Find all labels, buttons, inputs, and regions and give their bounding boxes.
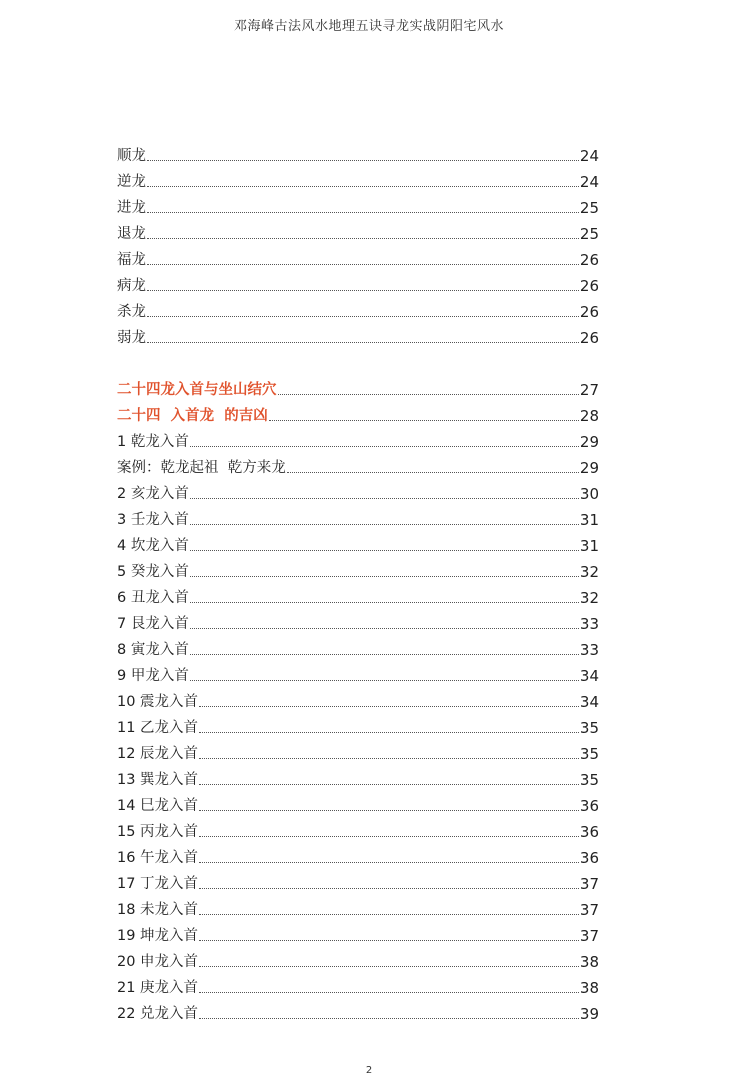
toc-entry-page: 38 (579, 953, 599, 971)
toc-entry-label: 案例：乾龙起祖 乾方来龙 (117, 460, 286, 476)
toc-entry-page: 26 (579, 303, 599, 321)
toc-entry[interactable] (117, 740, 599, 764)
toc-entry-page: 26 (579, 251, 599, 269)
toc-entry-label: 病龙 (117, 278, 146, 294)
toc-entry-page: 35 (579, 771, 599, 789)
toc-entry-label: 15 丙龙入首 (117, 824, 199, 840)
dot-leader (147, 238, 579, 239)
toc-entry-page: 29 (579, 433, 599, 451)
dot-leader (287, 472, 579, 473)
toc-entry-page: 26 (579, 329, 599, 347)
toc-entry-label: 5 癸龙入首 (117, 564, 189, 580)
dot-leader (190, 680, 579, 681)
toc-entry[interactable] (117, 974, 599, 998)
toc-entry[interactable] (117, 636, 599, 660)
toc-entry-label: 22 兑龙入首 (117, 1006, 199, 1022)
toc-heading-label: 二十四龙入首与坐山结穴 (117, 382, 277, 398)
toc-entry-label: 14 巳龙入首 (117, 798, 199, 814)
toc-entry-page: 27 (579, 381, 599, 399)
toc-entry-page: 39 (579, 1005, 599, 1023)
toc-entry-label: 10 震龙入首 (117, 694, 199, 710)
toc-entry[interactable] (117, 168, 599, 192)
dot-leader (199, 914, 579, 915)
toc-entry[interactable] (117, 480, 599, 504)
toc-entry-label: 20 申龙入首 (117, 954, 199, 970)
toc-entry[interactable] (117, 194, 599, 218)
toc-entry[interactable] (117, 662, 599, 686)
toc-entry-page: 34 (579, 693, 599, 711)
toc-entry-page: 33 (579, 615, 599, 633)
toc-entry-label: 8 寅龙入首 (117, 642, 189, 658)
toc-entry-label: 杀龙 (117, 304, 146, 320)
toc-entry[interactable] (117, 142, 599, 166)
toc-entry-label: 3 壬龙入首 (117, 512, 189, 528)
dot-leader (269, 420, 579, 421)
toc-entry[interactable] (117, 844, 599, 868)
toc-entry-page: 25 (579, 225, 599, 243)
toc-entry-page: 24 (579, 147, 599, 165)
toc-entry[interactable] (117, 896, 599, 920)
dot-leader (199, 784, 579, 785)
toc-entry-page: 36 (579, 797, 599, 815)
toc-entry[interactable] (117, 584, 599, 608)
toc-entry-page: 32 (579, 589, 599, 607)
toc-entry-label: 18 未龙入首 (117, 902, 199, 918)
toc-entry[interactable] (117, 246, 599, 270)
page-number: 2 (365, 1065, 373, 1076)
dot-leader (199, 888, 579, 889)
toc-entry-page: 37 (579, 927, 599, 945)
dot-leader (190, 550, 579, 551)
toc-entry[interactable] (117, 324, 599, 348)
dot-leader (278, 394, 579, 395)
toc-entry-page: 34 (579, 667, 599, 685)
toc-entry[interactable] (117, 272, 599, 296)
toc-entry-label: 6 丑龙入首 (117, 590, 189, 606)
toc-entry-page: 36 (579, 849, 599, 867)
toc-entry-label: 11 乙龙入首 (117, 720, 199, 736)
toc-entry-label: 2 亥龙入首 (117, 486, 189, 502)
toc-entry[interactable] (117, 558, 599, 582)
toc-entry[interactable] (117, 506, 599, 530)
toc-entry-page: 37 (579, 901, 599, 919)
toc-entry-page: 37 (579, 875, 599, 893)
dot-leader (147, 316, 579, 317)
toc-entry-page: 31 (579, 537, 599, 555)
toc-entry-label: 9 甲龙入首 (117, 668, 189, 684)
toc-entry[interactable] (117, 428, 599, 452)
toc-entry-label: 进龙 (117, 200, 146, 216)
dot-leader (190, 628, 579, 629)
toc-entry-page: 32 (579, 563, 599, 581)
dot-leader (199, 836, 579, 837)
dot-leader (199, 966, 579, 967)
toc-entry-page: 26 (579, 277, 599, 295)
toc-entry-label: 19 坤龙入首 (117, 928, 199, 944)
toc-entry-label: 12 辰龙入首 (117, 746, 199, 762)
toc-entry[interactable] (117, 298, 599, 322)
toc-entry[interactable] (117, 766, 599, 790)
toc-entry-page: 28 (579, 407, 599, 425)
dot-leader (190, 576, 579, 577)
toc-entry-label: 顺龙 (117, 148, 146, 164)
toc-entry[interactable] (117, 532, 599, 556)
dot-leader (199, 758, 579, 759)
dot-leader (190, 654, 579, 655)
toc-entry-page: 24 (579, 173, 599, 191)
toc-heading-label: 二十四 入首龙 的吉凶 (117, 408, 268, 424)
toc-entry[interactable] (117, 818, 599, 842)
document-header-title: 邓海峰古法风水地理五诀寻龙实战阴阳宅风水 (233, 19, 504, 34)
dot-leader (147, 212, 579, 213)
toc-entry-page: 30 (579, 485, 599, 503)
toc-entry-label: 4 坎龙入首 (117, 538, 189, 554)
toc-entry-page: 25 (579, 199, 599, 217)
dot-leader (199, 706, 579, 707)
toc-entry-label: 弱龙 (117, 330, 146, 346)
toc-entry-page: 35 (579, 745, 599, 763)
dot-leader (199, 732, 579, 733)
toc-entry[interactable] (117, 792, 599, 816)
toc-entry-label: 7 艮龙入首 (117, 616, 189, 632)
toc-entry-page: 33 (579, 641, 599, 659)
dot-leader (199, 810, 579, 811)
dot-leader (147, 160, 579, 161)
dot-leader (190, 446, 579, 447)
dot-leader (190, 524, 579, 525)
toc-section-heading[interactable] (117, 376, 599, 400)
toc-entry[interactable] (117, 610, 599, 634)
dot-leader (147, 290, 579, 291)
dot-leader (199, 1018, 579, 1019)
dot-leader (199, 940, 579, 941)
toc-entry[interactable] (117, 714, 599, 738)
toc-entry[interactable] (117, 870, 599, 894)
toc-entry-label: 退龙 (117, 226, 146, 242)
toc-entry-label: 16 午龙入首 (117, 850, 199, 866)
toc-entry-label: 21 庚龙入首 (117, 980, 199, 996)
toc-entry-page: 36 (579, 823, 599, 841)
dot-leader (199, 862, 579, 863)
toc-entry-page: 35 (579, 719, 599, 737)
dot-leader (147, 186, 579, 187)
dot-leader (190, 498, 579, 499)
dot-leader (190, 602, 579, 603)
dot-leader (147, 264, 579, 265)
toc-section-heading[interactable] (117, 402, 599, 426)
toc-entry-label: 17 丁龙入首 (117, 876, 199, 892)
toc-entry-page: 31 (579, 511, 599, 529)
toc-entry-page: 29 (579, 459, 599, 477)
dot-leader (147, 342, 579, 343)
toc-entry-label: 福龙 (117, 252, 146, 268)
toc-entry[interactable] (117, 948, 599, 972)
toc-entry-page: 38 (579, 979, 599, 997)
toc-entry[interactable] (117, 454, 599, 478)
toc-entry-label: 逆龙 (117, 174, 146, 190)
dot-leader (199, 992, 579, 993)
toc-entry[interactable] (117, 1000, 599, 1024)
toc-entry[interactable] (117, 220, 599, 244)
toc-entry[interactable] (117, 922, 599, 946)
toc-entry-label: 13 巽龙入首 (117, 772, 199, 788)
toc-entry[interactable] (117, 688, 599, 712)
toc-entry-label: 1 乾龙入首 (117, 434, 189, 450)
